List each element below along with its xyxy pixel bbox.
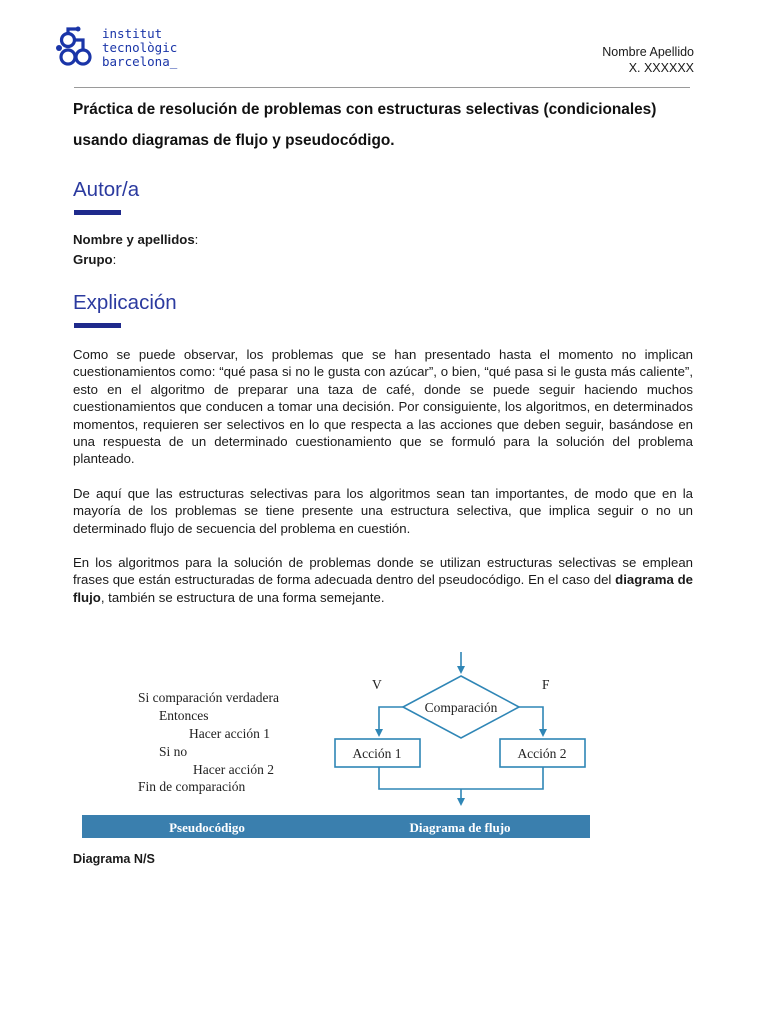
- band-label-pseudocode: Pseudocódigo: [169, 820, 245, 835]
- figure-caption-band: [82, 815, 590, 838]
- student-name: Nombre Apellido: [602, 45, 694, 59]
- false-label: F: [542, 677, 550, 692]
- band-label-flowchart: Diagrama de flujo: [409, 820, 511, 835]
- explanation-paragraph-3: [73, 554, 693, 606]
- pseudocode-line-1: Si comparación verdadera: [138, 690, 279, 705]
- header-divider: [74, 87, 690, 88]
- author-group-field: [73, 251, 116, 268]
- false-branch-arrow: [519, 707, 543, 733]
- author-name-sep: :: [194, 232, 199, 247]
- author-group-label: Grupo: [73, 252, 113, 267]
- institute-logo: [54, 26, 188, 72]
- paragraph-3-text-end: , también se estructura de una forma semejante.: [100, 589, 385, 605]
- document-title: Práctica de resolución de problemas con estructuras selectivas (condicionales) usando diagramas de flujo y pseudocódigo.: [73, 101, 657, 149]
- explanation-paragraph-2: De aquí que las estructuras selectivas para los algoritmos sean tan importantes, de modo que en la mayoría de los problemas se tiene presente una estructura selectiva, que implica seguir o no un determinado flujo de secuencia del problema en cuestión.: [73, 486, 693, 536]
- header-student-info: [602, 44, 694, 76]
- pseudocode-line-3: Hacer acción 1: [189, 726, 270, 741]
- pseudocode-line-4: Si no: [159, 744, 188, 759]
- paragraph-3-text-start: En los algoritmos para la solución de problemas donde se utilizan estructuras selectivas se emplean frases que están estructuradas de forma adecuada dentro del pseudocódigo. En el caso del: [73, 555, 693, 588]
- logo-line-2: tecnològic: [102, 40, 178, 55]
- action-1-text: Acción 1: [352, 746, 402, 761]
- explanation-heading-bar: [74, 323, 121, 328]
- author-heading: Autor/a: [73, 178, 140, 201]
- figure-drawing: [82, 645, 592, 841]
- student-code: X. XXXXXX: [628, 61, 694, 75]
- ns-diagram-caption: Diagrama N/S: [73, 852, 155, 866]
- itb-logo-icon: [54, 26, 100, 70]
- logo-wordmark: [102, 27, 177, 69]
- pseudocode-line-2: Entonces: [159, 708, 209, 723]
- logo-line-3: barcelona_: [102, 54, 178, 69]
- paragraph-3-bold-term: diagrama de flujo: [73, 572, 693, 605]
- pseudocode-line-5: Hacer acción 2: [193, 762, 274, 777]
- author-name-field: [73, 231, 198, 248]
- author-heading-bar: [74, 210, 121, 215]
- decision-text: Comparación: [424, 700, 498, 715]
- true-label: V: [372, 677, 382, 692]
- author-group-sep: :: [112, 252, 117, 267]
- logo-line-1: institut: [102, 26, 163, 41]
- true-branch-arrow: [379, 707, 403, 733]
- action-2-text: Acción 2: [517, 746, 567, 761]
- explanation-paragraph-1: Como se puede observar, los problemas que se han presentado hasta el momento no implican cuestionamientos como: “qué pasa si no le gusta con azúcar”, o bien, “qué pasa si le gusta más caliente”, esto en el algoritmo de preparar una taza de café, donde se puede seguir haciendo muchos cuestionamientos que conducen a tomar una decisión. Por consiguiente, los algoritmos, en determinados momentos, requieren ser selectivos en lo que respecta a las acciones que deben seguir, basándose en una respuesta de un determinado cuestionamiento que se formuló para la solución del problema planteado.: [73, 347, 693, 467]
- pseudocode-line-6: Fin de comparación: [138, 779, 246, 794]
- author-name-label: Nombre y apellidos: [73, 232, 195, 247]
- merge-line: [379, 767, 543, 789]
- explanation-heading: Explicación: [73, 291, 177, 314]
- selective-structure-figure: [82, 645, 592, 841]
